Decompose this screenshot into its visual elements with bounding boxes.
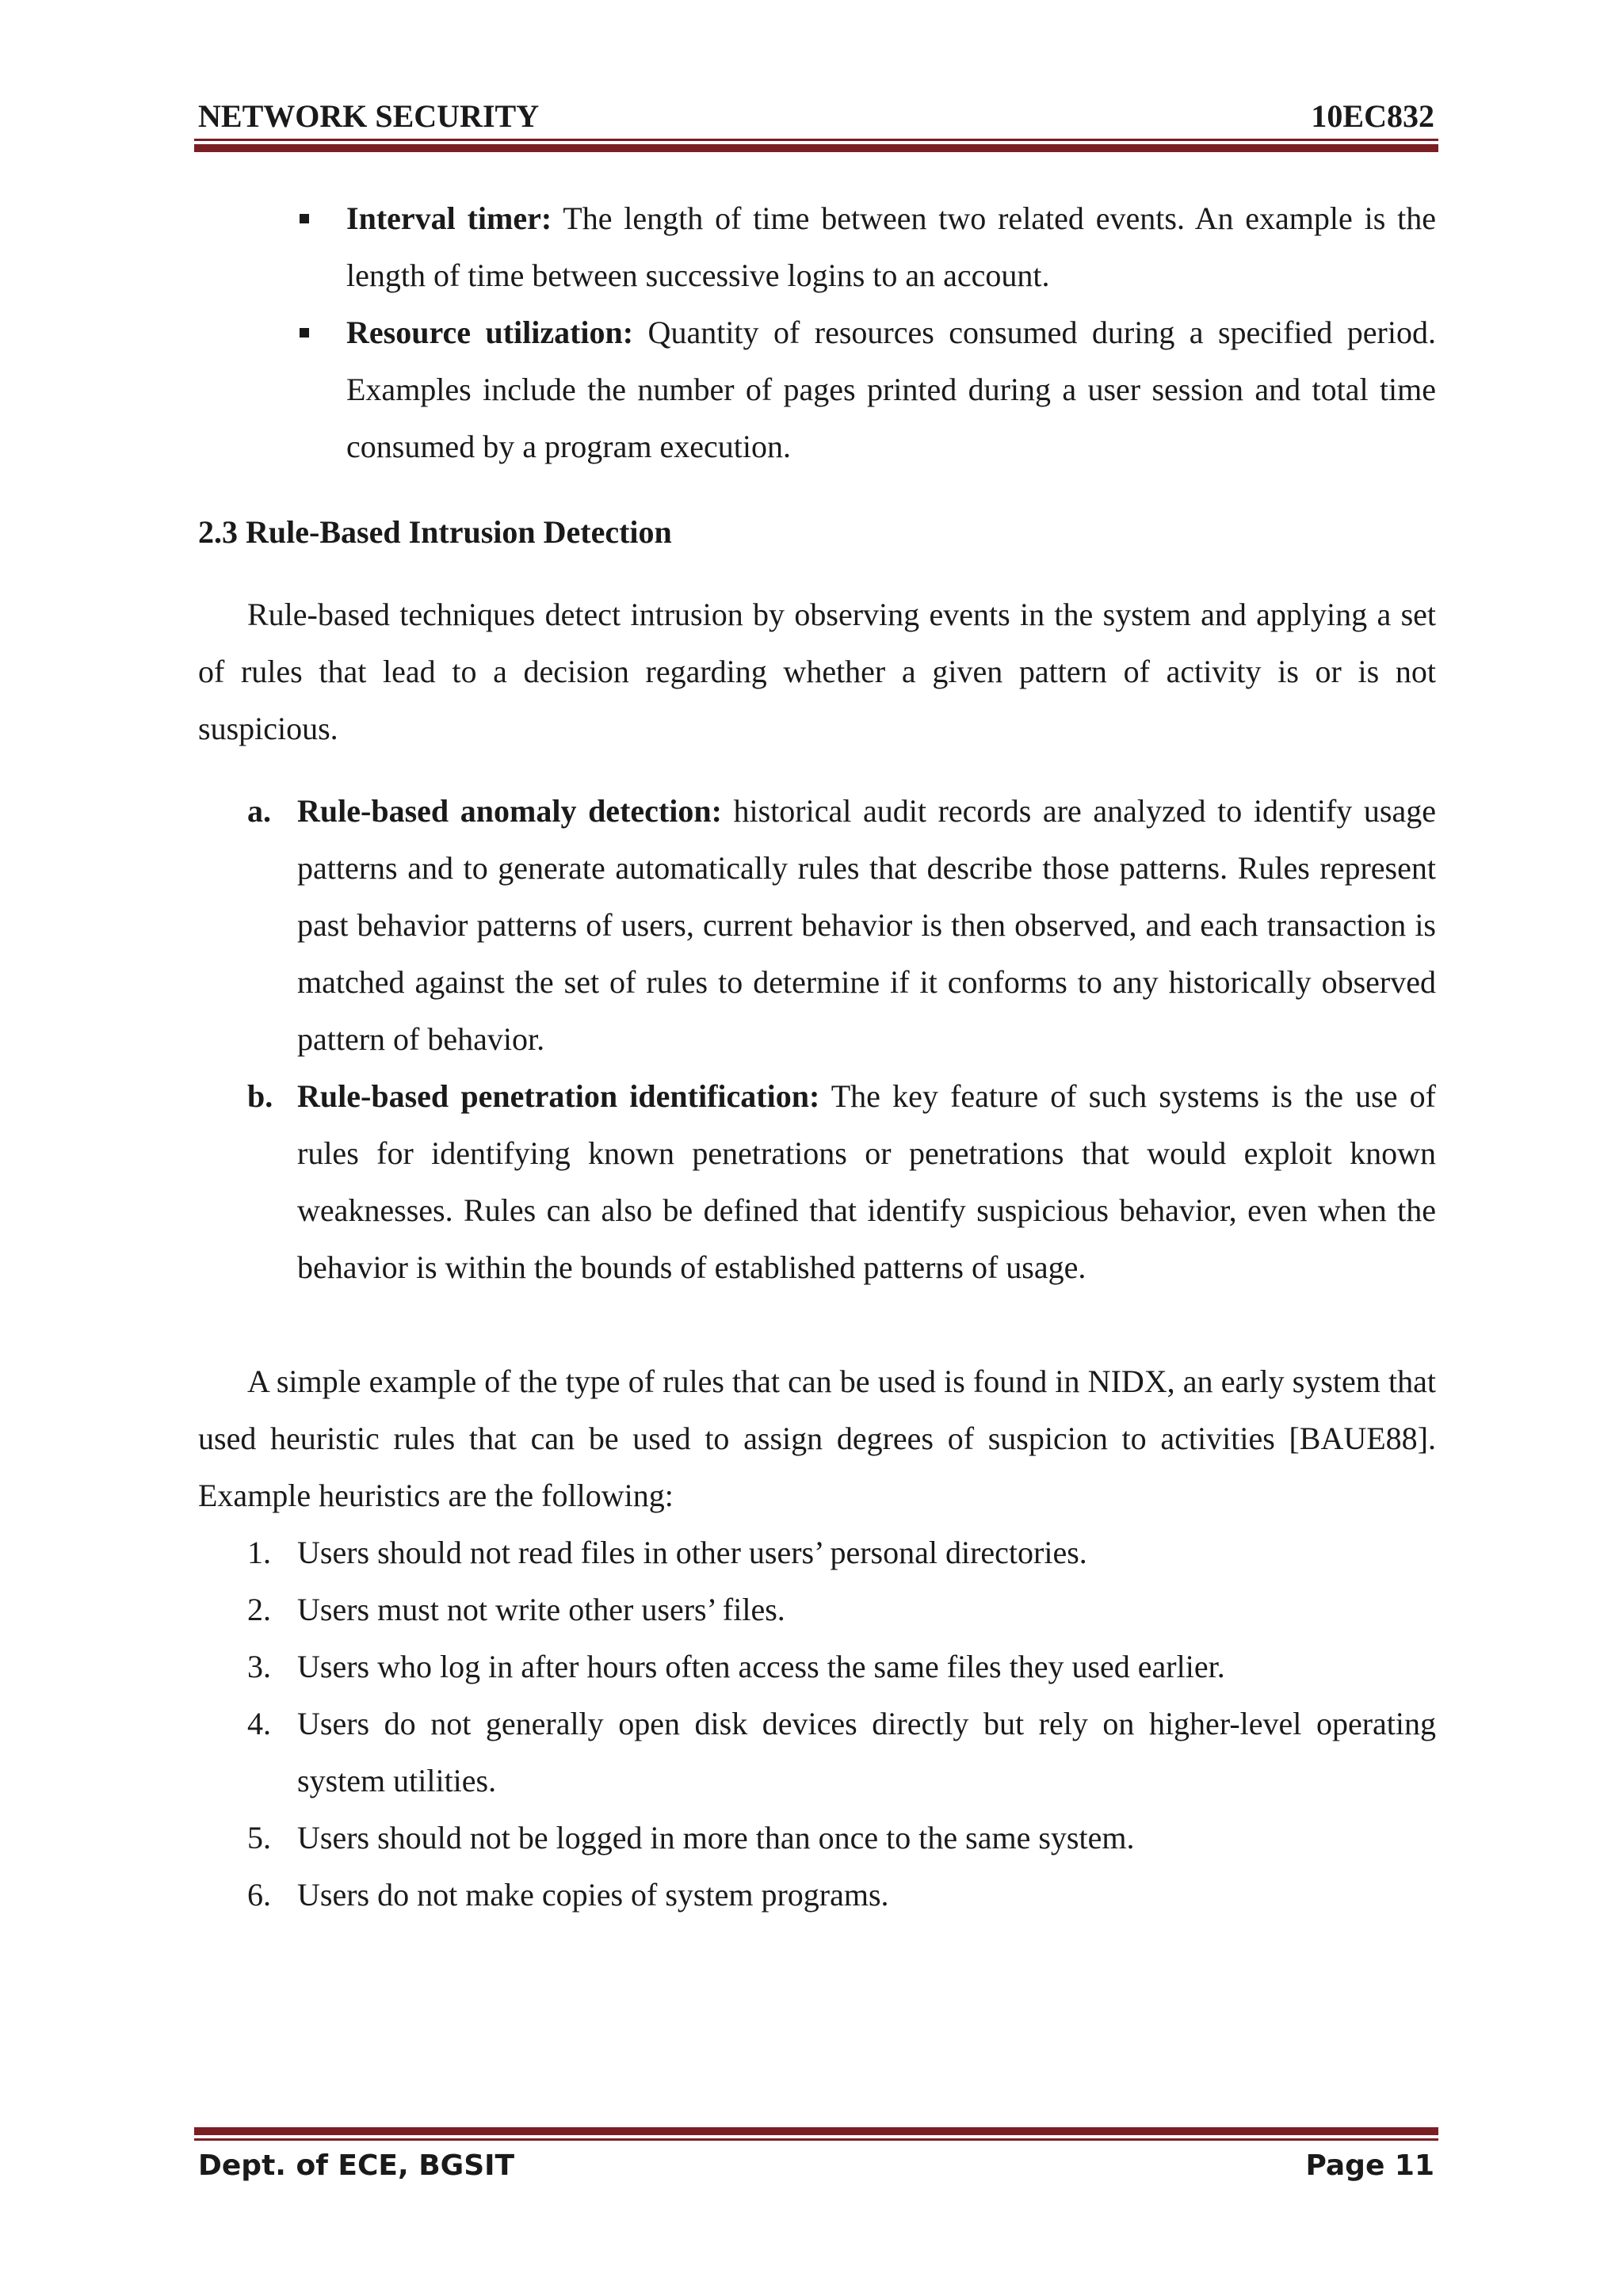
- page-header: [198, 97, 1434, 136]
- list-item: [198, 1867, 1436, 1924]
- page-content: [198, 190, 1436, 1924]
- list-marker: 4.: [247, 1706, 271, 1741]
- heuristic-text: Users who log in after hours often access the same files they used earlier.: [297, 1649, 1225, 1684]
- bullet-term: Resource utilization:: [346, 315, 634, 350]
- alpha-term: Rule-based penetration identification:: [297, 1078, 820, 1114]
- list-marker: b.: [247, 1078, 273, 1114]
- list-item: [198, 1638, 1436, 1695]
- header-course-code: 10EC832: [1311, 98, 1434, 134]
- bullet-text: The length of time between two related events. An example is the length of time between successive logins to an account.: [346, 200, 1436, 293]
- alpha-text: The key feature of such systems is the use of rules for identifying known penetrations or penetrations that would exploit known weaknesses. Rules can also be defined that identify suspicious behavior, even when the behavior is within the bounds of established patterns of usage.: [297, 1078, 1436, 1285]
- example-paragraph: A simple example of the type of rules that can be used is found in NIDX, an early system that used heuristic rules that can be used to assign degrees of suspicion to activities [BAUE88]. Example heuristics are the following:: [198, 1363, 1436, 1513]
- footer-rule-thin: [194, 2138, 1438, 2141]
- list-item: [198, 1695, 1436, 1810]
- alpha-text: historical audit records are analyzed to identify usage patterns and to generate automatically rules that describe those patterns. Rules represent past behavior patterns of users, current behavior is then observed, and each transaction is matched against the set of rules to determine if it conforms to any historically observed pattern of behavior.: [297, 793, 1436, 1057]
- list-marker: 3.: [247, 1649, 271, 1684]
- bullet-item-interval-timer: [198, 190, 1436, 304]
- alpha-term: Rule-based anomaly detection:: [297, 793, 722, 829]
- bullet-item-resource-utilization: [198, 304, 1436, 475]
- heuristic-text: Users should not be logged in more than once to the same system.: [297, 1820, 1135, 1855]
- list-item: [198, 1581, 1436, 1638]
- list-marker: 2.: [247, 1592, 271, 1627]
- heuristic-text: Users must not write other users’ files.: [297, 1592, 785, 1627]
- bullet-text: Quantity of resources consumed during a specified period. Examples include the number of pages printed during a user session and total time consumed by a program execution.: [346, 315, 1436, 464]
- square-bullet-icon: [300, 328, 309, 338]
- list-item: [198, 1810, 1436, 1867]
- list-marker: 5.: [247, 1820, 271, 1855]
- header-rule-thin: [194, 139, 1438, 141]
- footer-rule-thick: [194, 2127, 1438, 2135]
- section-heading: 2.3 Rule-Based Intrusion Detection: [198, 514, 672, 550]
- heuristic-text: Users should not read files in other users’ personal directories.: [297, 1535, 1087, 1570]
- heuristic-text: Users do not generally open disk devices directly but rely on higher-level operating system utilities.: [297, 1706, 1436, 1798]
- header-title: NETWORK SECURITY: [198, 98, 540, 134]
- alpha-item-anomaly-detection: [198, 783, 1436, 1068]
- list-marker: a.: [247, 793, 271, 829]
- footer-department: Dept. of ECE, BGSIT: [198, 2149, 515, 2182]
- bullet-list: [198, 190, 1436, 475]
- alpha-item-penetration-identification: [198, 1068, 1436, 1296]
- heuristic-text: Users do not make copies of system programs.: [297, 1877, 889, 1913]
- section-intro-paragraph: Rule-based techniques detect intrusion by observing events in the system and applying a set of rules that lead to a decision regarding whether a given pattern of activity is or is not suspicious.: [198, 597, 1436, 746]
- footer-page-number: Page 11: [1305, 2149, 1434, 2182]
- square-bullet-icon: [300, 214, 309, 223]
- page-footer: [198, 2145, 1434, 2187]
- heuristics-list: [198, 1524, 1436, 1924]
- list-item: [198, 1524, 1436, 1581]
- list-marker: 6.: [247, 1877, 271, 1913]
- header-rule-thick: [194, 144, 1438, 152]
- alpha-list: [198, 783, 1436, 1296]
- list-marker: 1.: [247, 1535, 271, 1570]
- bullet-term: Interval timer:: [346, 200, 552, 236]
